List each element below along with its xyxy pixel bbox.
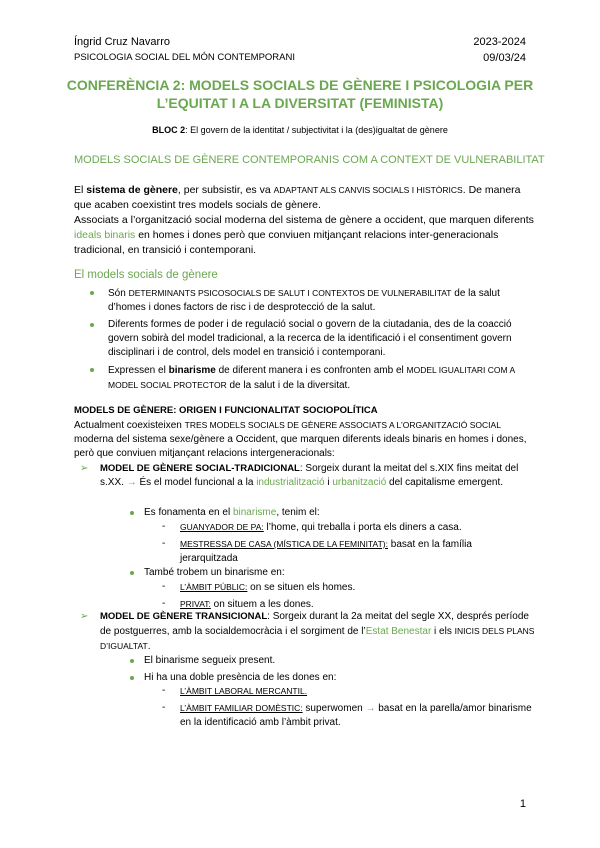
bullet-icon — [130, 659, 134, 663]
text-run-smallcaps: ADAPTANT ALS CANVIS SOCIALS I HISTÒRICS — [273, 185, 463, 195]
bullet-icon — [90, 368, 94, 372]
traditional-dash-list-1 — [162, 520, 522, 566]
text-run: Són — [108, 288, 129, 299]
list-item — [162, 580, 522, 595]
text-run: Hi ha una doble presència de les dones en: — [144, 672, 337, 683]
text-run-underline: L’ÀMBIT FAMILIAR DOMÈSTIC: — [180, 703, 303, 713]
text-run: El binarisme segueix present. — [144, 655, 276, 666]
text-run: superwomen — [302, 703, 366, 714]
model-title: MODEL DE GÈNERE TRANSICIONAL — [100, 611, 268, 622]
transitional-sublist — [126, 654, 526, 688]
transitional-dash-list — [162, 684, 532, 730]
text-run-underline: L’ÀMBIT LABORAL MERCANTIL. — [180, 686, 308, 696]
bloc-subtitle — [60, 125, 540, 135]
dash-marker: - — [162, 702, 166, 713]
text-run: del capitalisme emergent. — [386, 477, 504, 488]
text-run-green: binarisme — [232, 507, 277, 518]
dash-marker: - — [162, 538, 166, 549]
text-run: basat en la família jerarquitzada — [180, 539, 472, 564]
title-line-1: CONFERÈNCIA 2: MODELS SOCIALS DE GÈNERE I PSICOLOGIA PER — [66, 77, 534, 93]
arrow-bullet-icon: ➢ — [80, 463, 89, 474]
text-run-green: urbanització — [332, 477, 387, 488]
right-arrow-icon: → — [126, 477, 137, 488]
text-run: Associats a l’organització social moderna del sistema de gènere a occident, que marquen diferents — [74, 214, 534, 226]
text-run: Actualment coexisteixen — [74, 420, 185, 431]
model-title: MODEL DE GÈNERE SOCIAL-TRADICIONAL — [100, 463, 300, 474]
text-run-smallcaps: MODEL IGUALITARI COM A MODEL SOCIAL PROTECTOR — [108, 365, 515, 390]
text-run: També trobem un binarisme en: — [144, 567, 285, 578]
title-line-2: L’EQUITAT I A LA DIVERSITAT (FEMINISTA) — [156, 95, 444, 111]
text-run-smallcaps: INICIS DELS PLANS D’IGUALTAT — [100, 626, 535, 651]
bullet-icon — [130, 511, 134, 515]
right-arrow-icon: → — [365, 703, 376, 714]
text-run: l’home, qui treballa i porta els diners a casa. — [263, 522, 462, 533]
origin-paragraph — [74, 418, 534, 461]
text-run-green: ideals binaris — [74, 229, 136, 241]
text-run: És el model funcional a la — [136, 477, 257, 488]
dash-marker: - — [162, 598, 166, 609]
text-run: Expressen el — [108, 365, 169, 376]
academic-year: 2023-2024 — [473, 36, 526, 48]
header-row-2 — [74, 52, 526, 64]
text-run: en homes i dones però que conviuen mitjançant relacions inter-generacionals tradicional, en transició i contemporani. — [74, 229, 499, 256]
text-run: de diferent manera i es confronten amb el — [215, 365, 407, 376]
bullet-list-social-models — [86, 286, 536, 396]
text-run-underline: GUANYADOR DE PA: — [180, 522, 264, 532]
text-run: Diferents formes de poder i de regulació social o govern de la ciutadania, des de la coacció govern sobirà del model tradicional, a la recerca de la identificació i el consentiment govern disciplinari i de control, dels model en transició i contemporani. — [108, 319, 512, 358]
list-item — [162, 520, 522, 535]
text-run: El — [74, 184, 87, 196]
text-run-underline: MESTRESSA DE CASA (MÍSTICA DE LA FEMINITAT): — [180, 539, 388, 549]
text-run: : Sorgeix durant la 2a meitat del segle XX, després període de postguerres, amb la socialdemocràcia i el sorgiment de l’ — [100, 611, 529, 637]
text-run: i els — [431, 626, 455, 637]
dash-marker: - — [162, 521, 166, 532]
bloc-text: : El govern de la identitat / subjectivitat i la (des)igualtat de gènere — [185, 125, 448, 135]
list-item — [162, 537, 522, 566]
bullet-icon — [90, 323, 94, 327]
text-run-smallcaps: TRES MODELS SOCIALS DE GÈNERE ASSOCIATS A L’ORGANITZACIÓ SOCIAL — [184, 420, 501, 430]
list-item — [162, 684, 532, 699]
page-title — [60, 76, 540, 112]
text-run-green: industrialització — [256, 477, 325, 488]
text-run: . De manera que acaben coexistint tres models socials de gènere. — [74, 184, 521, 211]
dash-marker: - — [162, 581, 166, 592]
document-date: 09/03/24 — [483, 52, 526, 64]
course-name: PSICOLOGIA SOCIAL DEL MÓN CONTEMPORANI — [74, 52, 296, 63]
bloc-label: BLOC 2 — [152, 125, 186, 135]
bullet-icon — [130, 676, 134, 680]
text-run: moderna del sistema sexe/gènere a Occident, que marquen diferents ideals binaris en homes i dones, però que conviuen mitjançant relacions intergeneracionals: — [74, 434, 527, 459]
text-run: de la salut d’homes i dones factors de risc i de desprotecció de la salut. — [108, 288, 500, 313]
text-run-underline: L’ÀMBIT PÚBLIC: — [180, 582, 248, 592]
bullet-icon — [90, 291, 94, 295]
model-traditional — [80, 462, 540, 490]
text-run: de la salut i de la diversitat. — [226, 380, 351, 391]
list-item — [86, 286, 536, 315]
list-item — [162, 701, 532, 730]
list-item — [86, 363, 536, 393]
arrow-bullet-icon: ➢ — [80, 611, 89, 622]
section-heading-origin: MODELS DE GÈNERE: ORIGEN I FUNCIONALITAT SOCIOPOLÍTICA — [74, 405, 378, 416]
text-run: , tenim el: — [276, 507, 320, 518]
traditional-dash-list-2 — [162, 580, 522, 612]
dash-marker: - — [162, 685, 166, 696]
text-run: . — [147, 641, 151, 652]
list-item — [126, 566, 526, 580]
text-run: i — [324, 477, 333, 488]
section-heading-social-models: El models socials de gènere — [74, 269, 218, 281]
page-number: 1 — [519, 798, 526, 810]
text-run-smallcaps: DETERMINANTS PSICOSOCIALS DE SALUT I CONTEXTOS DE VULNERABILITAT — [128, 288, 452, 298]
text-run-bold: sistema de gènere — [86, 184, 178, 196]
model-transitional — [80, 610, 540, 654]
text-run: , per subsistir, es va — [177, 184, 274, 196]
section-heading-models: MODELS SOCIALS DE GÈNERE CONTEMPORANIS COM A CONTEXT DE VULNERABILITAT — [74, 154, 545, 166]
header-row-1 — [74, 36, 526, 48]
bullet-icon — [130, 571, 134, 575]
intro-paragraph — [74, 183, 534, 258]
text-run: : Sorgeix durant la meitat del s.XIX fins meitat del s.XX. — [100, 463, 519, 488]
text-run: on se situen els homes. — [247, 582, 356, 593]
text-run: on situem a les dones. — [210, 599, 314, 610]
text-run-green: Estat Benestar — [365, 626, 432, 637]
text-run-underline: PRIVAT: — [180, 599, 211, 609]
text-run: Es fonamenta en el — [144, 507, 233, 518]
list-item — [86, 318, 536, 360]
list-item — [126, 654, 526, 668]
author-name: Íngrid Cruz Navarro — [74, 36, 170, 48]
text-run: basat en la parella/amor binarisme en la identificació amb l’àmbit privat. — [180, 703, 532, 728]
list-item — [126, 671, 526, 685]
text-run-bold: binarisme — [168, 365, 216, 376]
list-item — [126, 506, 526, 520]
